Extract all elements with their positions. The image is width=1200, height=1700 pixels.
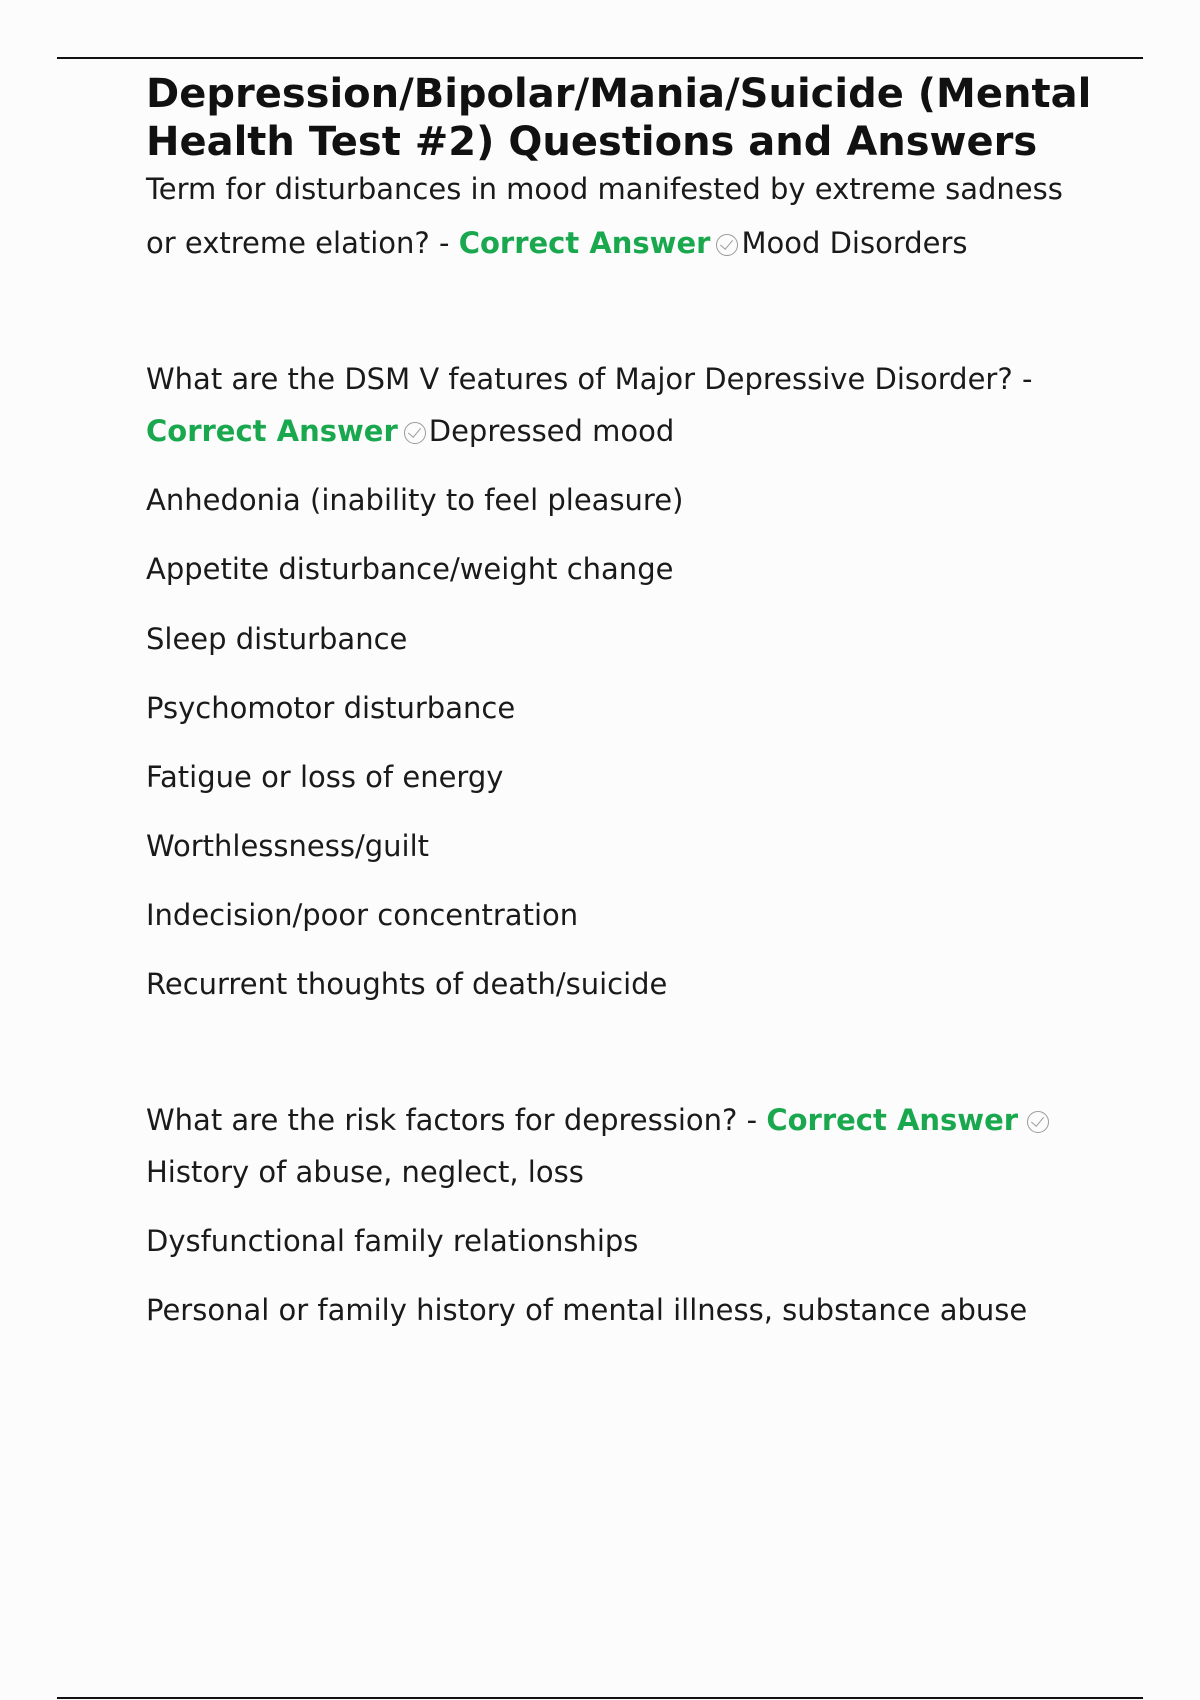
- list-item: Fatigue or loss of energy: [146, 760, 504, 794]
- correct-answer-label: Correct Answer: [766, 1103, 1019, 1137]
- qa-block-2: [146, 353, 1096, 1002]
- list-item: Dysfunctional family relationships: [146, 1224, 639, 1258]
- bottom-rule: [57, 1697, 1143, 1699]
- question-text: What are the risk factors for depression? -: [146, 1103, 767, 1137]
- answer-list: [146, 483, 1096, 1002]
- correct-answer-label: Correct Answer: [146, 414, 398, 448]
- list-item: Anhedonia (inability to feel pleasure): [146, 483, 684, 517]
- check-circle-icon: [404, 422, 426, 444]
- list-item: Indecision/poor concentration: [146, 898, 579, 932]
- correct-answer-label: Correct Answer: [458, 226, 711, 260]
- answer-text: Depressed mood: [428, 414, 675, 448]
- list-item: Sleep disturbance: [146, 622, 408, 656]
- top-rule: [57, 57, 1143, 59]
- answer-text: History of abuse, neglect, loss: [146, 1155, 584, 1189]
- check-circle-icon: [1027, 1111, 1049, 1133]
- list-item: Personal or family history of mental illness, substance abuse: [146, 1293, 1028, 1327]
- list-item: Appetite disturbance/weight change: [146, 552, 674, 586]
- qa-block-1: [146, 162, 1096, 270]
- answer-text: Mood Disorders: [741, 226, 968, 260]
- qa-block-3: [146, 1094, 1096, 1328]
- question-text: Term for disturbances in mood manifested by extreme sadness or extreme elation? -: [146, 172, 1063, 260]
- check-circle-icon: [716, 234, 738, 256]
- list-item: Recurrent thoughts of death/suicide: [146, 967, 668, 1001]
- list-item: Psychomotor disturbance: [146, 691, 516, 725]
- answer-list: [146, 1224, 1096, 1328]
- document-body: [146, 70, 1096, 1328]
- list-item: Worthlessness/guilt: [146, 829, 429, 863]
- question-text: What are the DSM V features of Major Depressive Disorder? -: [146, 362, 1033, 396]
- page-title: Depression/Bipolar/Mania/Suicide (Mental Health Test #2) Questions and Answers: [146, 71, 1092, 165]
